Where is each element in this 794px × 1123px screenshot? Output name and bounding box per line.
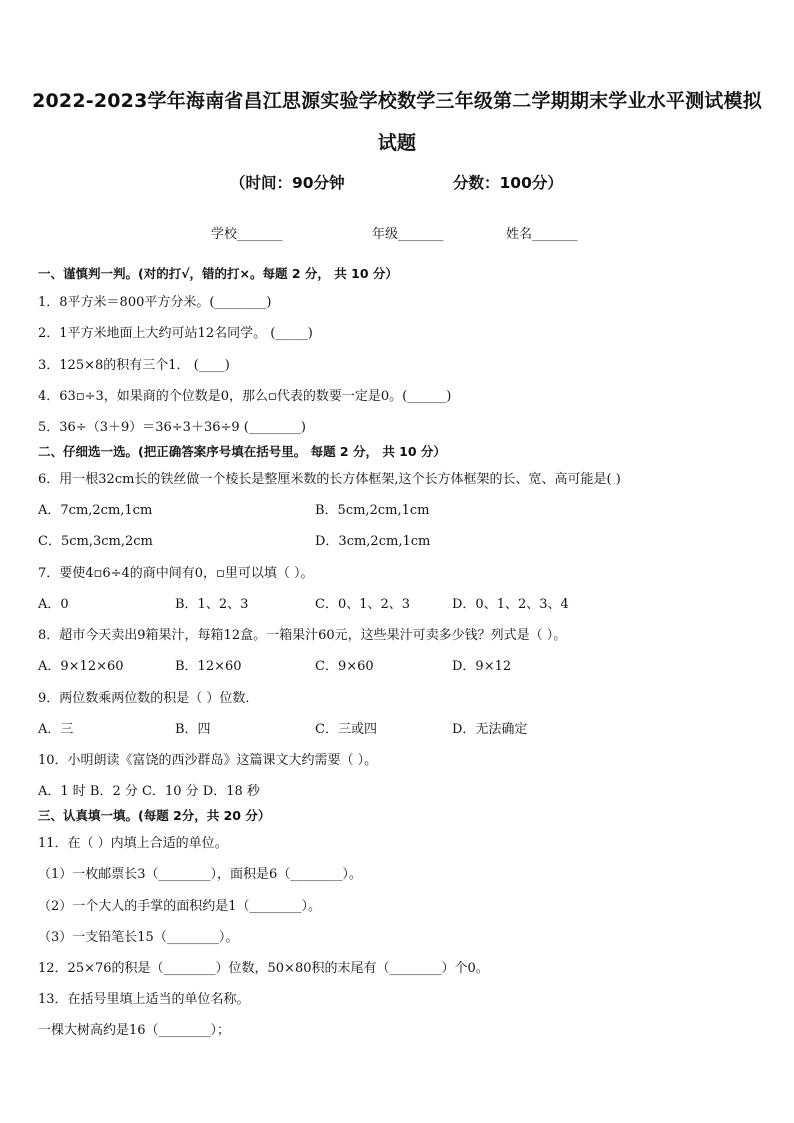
title-line-2: 试题 [377, 132, 417, 154]
question-1: 1．8平方米＝800平方分米。(________) [38, 295, 272, 310]
question-11-part-1: （1）一枚邮票长3（________），面积是6（________）。 [38, 867, 362, 882]
question-8-option-d: D．9×12 [452, 659, 512, 674]
question-9-option-d: D．无法确定 [452, 722, 528, 737]
question-6-option-a: A．7cm,2cm,1cm [38, 503, 153, 518]
question-7-option-b: B．1、2、3 [175, 597, 249, 612]
question-13: 13．在括号里填上适当的单位名称。 [38, 992, 250, 1007]
section-3-heading: 三、认真填一填。(每题 2分，共 20 分） [38, 808, 271, 823]
question-13-part-1: 一棵大树高约是16（________）； [38, 1023, 231, 1038]
exam-score: 分数：100分） [453, 174, 563, 192]
question-9-option-b: B．四 [175, 722, 211, 737]
question-6: 6．用一根32cm长的铁丝做一个棱长是整厘米数的长方体框架,这个长方体框架的长、宽、高可能是( ) [38, 472, 621, 487]
question-7: 7．要使4▫6÷4的商中间有0，▫里可以填（ ）。 [38, 566, 314, 581]
question-8: 8．超市今天卖出9箱果汁，每箱12盒。一箱果汁60元，这些果汁可卖多少钱？列式是（ ）。 [38, 628, 567, 643]
question-9-option-c: C．三或四 [315, 722, 377, 737]
question-11-part-2: （2）一个大人的手掌的面积约是1（________）。 [38, 899, 322, 914]
question-9-option-a: A．三 [38, 722, 74, 737]
question-8-option-a: A．9×12×60 [38, 659, 124, 674]
question-11: 11．在（ ）内填上合适的单位。 [38, 836, 228, 851]
question-9: 9．两位数乘两位数的积是（ ）位数． [38, 691, 259, 706]
question-7-option-c: C．0、1、2、3 [315, 597, 411, 612]
name-field: 姓名_______ [506, 227, 578, 242]
question-3: 3．125×8的积有三个1． (____) [38, 358, 230, 373]
question-6-option-b: B．5cm,2cm,1cm [315, 503, 430, 518]
question-11-part-3: （3）一支铅笔长15（________）。 [38, 930, 239, 945]
exam-time: （时间：90分钟 [230, 174, 345, 192]
question-12: 12．25×76的积是（________）位数，50×80积的末尾有（________）个0。 [38, 961, 489, 976]
question-7-option-d: D．0、1、2、3、4 [452, 597, 569, 612]
question-4: 4．63▫÷3，如果商的个位数是0，那么▫代表的数要一定是0。(______) [38, 389, 452, 404]
question-5: 5．36÷（3＋9）＝36÷3＋36÷9 (________) [38, 420, 306, 435]
section-1-heading: 一、谨慎判一判。(对的打√，错的打×。每题 2 分， 共 10 分） [38, 266, 398, 281]
school-field: 学校_______ [211, 227, 283, 242]
question-10: 10．小明朗读《富饶的西沙群岛》这篇课文大约需要（ ）。 [38, 753, 378, 768]
question-8-option-c: C．9×60 [315, 659, 374, 674]
title-line-1: 2022-2023学年海南省昌江思源实验学校数学三年级第二学期期末学业水平测试模拟 [32, 90, 762, 112]
grade-field: 年级_______ [372, 227, 444, 242]
question-8-option-b: B．12×60 [175, 659, 242, 674]
question-6-option-c: C．5cm,3cm,2cm [38, 534, 153, 549]
section-2-heading: 二、仔细选一选。(把正确答案序号填在括号里。 每题 2 分， 共 10 分） [38, 444, 446, 459]
question-6-option-d: D．3cm,2cm,1cm [315, 534, 431, 549]
question-2: 2．1平方米地面上大约可站12名同学。 (_____) [38, 326, 313, 341]
question-7-option-a: A．0 [38, 597, 69, 612]
question-10-options: A．1 时 B．2 分 C．10 分 D．18 秒 [38, 784, 260, 799]
